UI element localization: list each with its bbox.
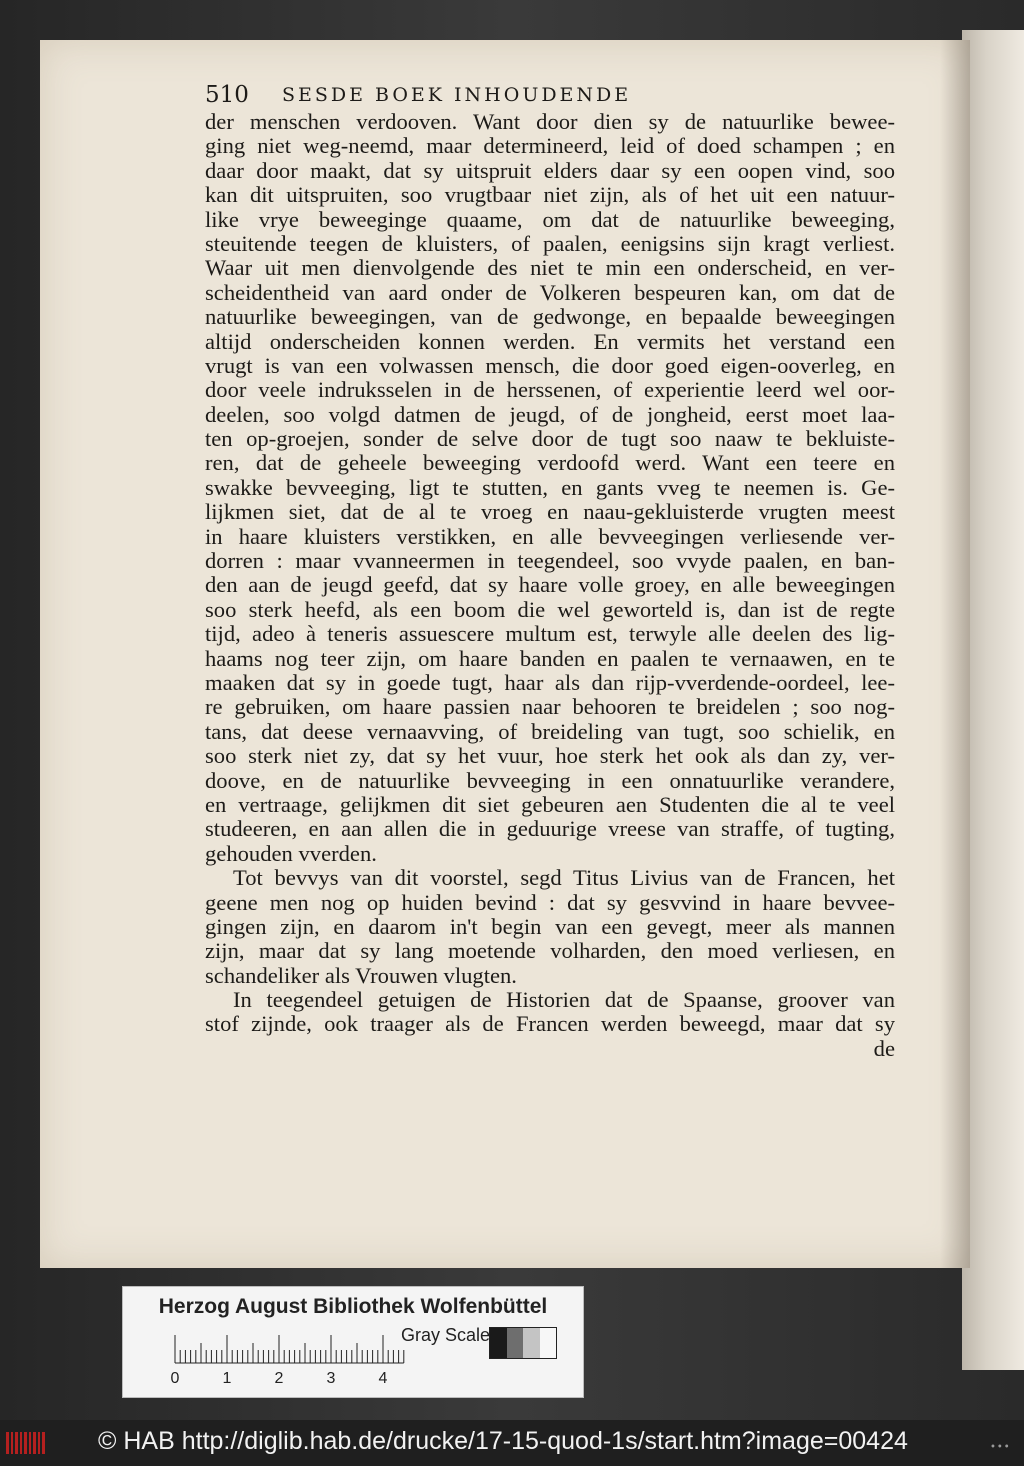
gray-scale-label: Gray Scale [401, 1325, 491, 1345]
text-line: der menschen verdooven. Want door dien sy de natuurlike bewee- [205, 109, 895, 134]
text-line: soo sterk heefd, als een boom die wel geworteld is, dan ist de regte [205, 596, 895, 622]
text-line: ren, dat de geheele beweeging verdoofd werd. Want een teere en [205, 450, 895, 476]
ruler-number: 2 [274, 1370, 284, 1387]
text-line: soo sterk niet zy, dat sy het vuur, hoe sterk het ook als dan zy, ver- [205, 743, 895, 769]
ruler-labels [171, 1370, 388, 1387]
gray-chip-black [490, 1328, 507, 1358]
text-line: Waar uit men dienvolgende des niet te min een onderscheid, en ver- [205, 255, 895, 281]
catchword: de [873, 1035, 895, 1061]
text-line: haams nog teer zijn, om haare banden en paalen te vernaawen, en te [205, 645, 895, 671]
more-dots-icon[interactable]: ••• [990, 1442, 1011, 1453]
ruler-ticks [175, 1335, 404, 1363]
library-name: Herzog August Bibliothek Wolfenbüttel [158, 1295, 548, 1318]
text-line: vrugt is van een volwassen mensch, die door goed eigen-ooverleg, en [205, 352, 895, 378]
gray-chip-light [523, 1328, 540, 1358]
text-line: doove, en de natuurlike bevveeging in een onnatuurlike verandere, [205, 767, 895, 793]
text-line: gingen zijn, en daarom in't begin van een gevegt, meer als mannen [205, 913, 895, 939]
ruler-number: 0 [170, 1370, 180, 1387]
gray-chip-white [540, 1328, 557, 1358]
text-line: steuitende teegen de kluisters, of paalen, eenigsins sijn kragt verliest. [205, 230, 895, 256]
running-head [205, 78, 765, 112]
text-line: zijn, maar dat sy lang moetende volharden, den moed verliesen, en [205, 938, 895, 964]
text-line: door veele indruksselen in de herssenen, of experientie leerd wel oor- [205, 377, 895, 403]
text-line: ten op-groejen, sonder de selve door de tugt soo naaw te bekluiste- [205, 426, 895, 452]
text-line: dorren : maar vvanneermen in teegendeel, soo vvyde paalen, en ban- [205, 548, 895, 574]
text-line: natuurlike beweegingen, van de gedwonge, en bepaalde beweegingen [205, 304, 895, 330]
copyright-url[interactable]: © HAB http://diglib.hab.de/drucke/17-15-quod-1s/start.htm?image=00424 [98, 1427, 908, 1455]
text-line: kan dit uitspruiten, soo vrugtbaar niet zijn, als of het uit een natuur- [205, 182, 895, 208]
text-line: tijd, adeo à teneris assuescere multum est, terwyle alle deelen des lig- [205, 621, 895, 647]
text-line: deelen, soo volgd datmen de jeugd, of de jongheid, eerst moet laa- [205, 401, 895, 427]
ruler-number: 3 [326, 1370, 336, 1387]
text-line: daar door maakt, dat sy uitspruit elders daar sy een oopen vind, soo [205, 157, 895, 183]
text-line: den aan de jeugd geefd, dat sy haare volle groey, en alle beweegingen [205, 572, 895, 598]
text-line: gehouden vverden. [205, 840, 377, 866]
text-line: maaken dat sy in goede tugt, haar als dan rijp-vverdende-oordeel, lee- [205, 669, 895, 695]
text-line: like vrye beweeginge quaame, om dat de natuurlike beweeging, [205, 206, 895, 232]
text-line: stof zijnde, ook traager als de Francen werden beweegd, maar dat sy [205, 1011, 895, 1037]
ruler-number: 1 [222, 1370, 232, 1387]
text-line: altijd onderscheiden konnen werden. En vermits het verstand een [205, 328, 895, 354]
text-line: studeeren, en aan allen die in geduurige vreese van straffe, of tugting, [205, 816, 895, 842]
text-line: lijkmen siet, dat de al te vroeg en naau-gekluisterde vrugten meest [205, 499, 895, 525]
running-head-title: SESDE BOEK INHOUDENDE [282, 84, 632, 106]
text-line: tans, dat deese vernaavving, of breideling van tugt, soo schielik, en [205, 718, 895, 744]
gray-chip-dark [507, 1328, 524, 1358]
facing-page-edge [962, 30, 1024, 1370]
text-line: Tot bevvys van dit voorstel, segd Titus Livius van de Francen, het [233, 865, 895, 891]
text-line: In teegendeel getuigen de Historien dat de Spaanse, groover van [233, 987, 895, 1013]
text-line: geene men nog op huiden bevind : dat sy gesvvind in haare bevvee- [205, 889, 895, 915]
hab-logo-icon [6, 1430, 46, 1456]
text-line: re gebruiken, om haare passien naar behooren te breidelen ; soo nog- [205, 694, 895, 720]
text-line: in haare kluisters verstikken, en alle bevveegingen verliesende ver- [205, 523, 895, 549]
text-line: en vertraage, gelijkmen dit siet gebeuren aen Studenten die al te veel [205, 791, 895, 817]
text-line: schandeliker als Vrouwen vlugten. [205, 962, 517, 988]
body-text [205, 110, 895, 1061]
text-line: swakke bevveeging, ligt te stutten, en gants vveg te neemen is. Ge- [205, 474, 895, 500]
viewer-footer [0, 1420, 1024, 1466]
text-line: scheidentheid van aard onder de Volkeren bespeuren kan, om dat de [205, 279, 895, 305]
gray-scale-chips [489, 1327, 557, 1359]
library-color-card [122, 1286, 584, 1398]
page-number: 510 [205, 82, 249, 108]
ruler-number: 4 [378, 1370, 388, 1387]
page-gutter-shadow [940, 40, 970, 1268]
text-line: ging niet weg-neemd, maar determineerd, leid of doed schampen ; en [205, 133, 895, 159]
